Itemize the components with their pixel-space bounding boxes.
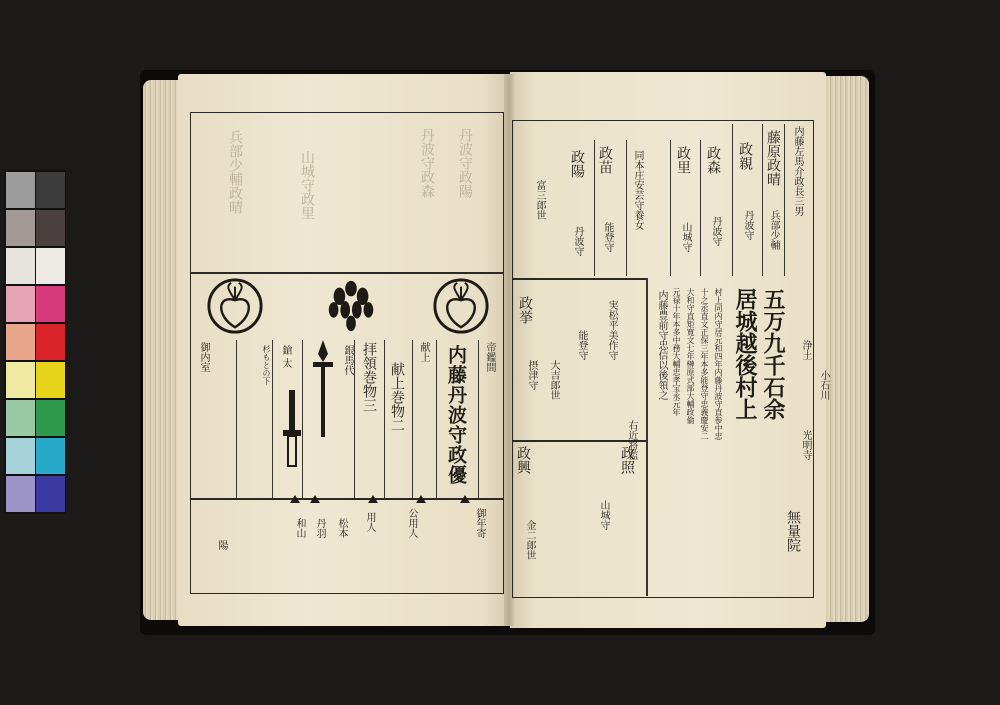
lineage-title: 丹波守 <box>710 216 721 246</box>
temple-name: 光明寺 <box>800 430 811 460</box>
castle: 居城越後村上 <box>732 288 758 420</box>
official-name: 松本 <box>336 518 347 538</box>
deputy-title: 右近将監 <box>626 420 637 460</box>
calibration-swatch <box>6 324 35 360</box>
room-rank: 帝鑑間 <box>484 342 495 372</box>
lineage-title: 能登守 <box>602 222 613 252</box>
lineage-title: 金二郎世 <box>524 520 535 560</box>
kenjo-label: 献上 <box>418 342 429 362</box>
body-text: 元禄十年本多中務大輔忠孝宝永元年 <box>672 288 681 416</box>
official-name: 御年寄 <box>474 508 485 538</box>
vine-crest-icon <box>206 277 264 335</box>
lineage-name: 政里 <box>675 146 691 174</box>
marker-icon <box>368 495 378 503</box>
bleed-text: 丹波守政森 <box>419 128 435 198</box>
haryo-item: 拝領巻物三 <box>361 342 377 412</box>
color-calibration-strip <box>4 170 66 514</box>
lineage-title: 兵部少輔 <box>768 210 779 250</box>
calibration-swatch <box>6 248 35 284</box>
lineage-name: 政苗 <box>597 146 613 174</box>
official-name: 公用人 <box>406 508 417 538</box>
spear-note: 鎗 太 <box>280 345 291 369</box>
column-rule <box>594 140 595 276</box>
family-note: 富三郎世 <box>534 180 545 220</box>
temple-name: 無量院 <box>785 510 801 552</box>
marker-icon <box>460 495 470 503</box>
bleed-text: 丹波守政陽 <box>457 128 473 198</box>
vine-crest-icon <box>432 277 490 335</box>
column-rule <box>272 340 273 498</box>
column-rule <box>670 140 671 276</box>
temple-sect: 浄土 <box>800 340 811 360</box>
column-rule <box>354 340 355 498</box>
calibration-swatch <box>6 438 35 474</box>
calibration-swatch <box>36 438 65 474</box>
calibration-swatch <box>36 248 65 284</box>
calibration-swatch <box>36 172 65 208</box>
lineage-title: 丹波守 <box>742 210 753 240</box>
left-page-edges <box>143 80 183 620</box>
calibration-swatch <box>36 286 65 322</box>
calibration-swatch <box>6 210 35 246</box>
family-note: 能登守 <box>576 330 587 360</box>
column-rule <box>436 340 437 498</box>
column-rule <box>784 124 785 276</box>
calibration-swatch <box>6 362 35 398</box>
lineage-name: 政森 <box>705 146 721 174</box>
calibration-swatch <box>36 362 65 398</box>
calibration-swatch <box>6 172 35 208</box>
bleed-text: 山城守政里 <box>299 150 315 220</box>
misc-note: 杉もとの下 <box>262 345 271 385</box>
body-text: 十之丞直文正保三年本多能登守忠義慶安二 <box>700 288 709 440</box>
official-name: 和山 <box>294 518 305 538</box>
column-rule <box>384 340 385 498</box>
lineage-title: 山城守 <box>598 500 609 530</box>
official-name: 陽 <box>216 540 227 550</box>
column-rule <box>626 140 627 276</box>
right-page-divider <box>512 278 648 280</box>
official-name: 用人 <box>364 512 375 532</box>
horse-tribute: 銀馬代 <box>342 345 353 375</box>
lineage-name: 藤原政晴 <box>765 130 781 186</box>
right-page-edges <box>823 76 869 622</box>
right-page-vertical-divider <box>646 278 648 596</box>
calibration-swatch <box>36 400 65 436</box>
family-note: 同本庄安芸守養女 <box>632 150 643 230</box>
family-note: 大吉郎世 <box>548 360 559 400</box>
official-name: 丹羽 <box>314 518 325 538</box>
calibration-swatch <box>36 476 65 512</box>
marker-icon <box>290 495 300 503</box>
wisteria-crest-icon <box>322 277 380 335</box>
domain-note: 内藤豊前守忠信以後領之 <box>656 290 667 400</box>
marker-icon <box>310 495 320 503</box>
calibration-swatch <box>6 476 35 512</box>
temple-location: 小石川 <box>818 370 829 400</box>
marker-icon <box>416 495 426 503</box>
column-rule <box>762 124 763 276</box>
body-text: 村上同内守居元和四年内藤丹波守直参中忠 <box>714 288 723 440</box>
lineage-title: 丹波守 <box>572 226 583 256</box>
column-rule <box>478 340 479 498</box>
left-page-divider <box>190 272 503 274</box>
sword-icon <box>280 390 304 470</box>
lineage-name: 政親 <box>737 142 753 170</box>
lineage-header: 内藤左馬介政長三男 <box>792 126 803 216</box>
column-rule <box>700 140 701 276</box>
family-note: 実松平美作守 <box>606 300 617 360</box>
spear-icon <box>310 340 336 440</box>
lineage-name: 政挙 <box>517 296 533 324</box>
stipend: 五万九千石余 <box>760 288 786 420</box>
lord-name-title: 内藤丹波守政優 <box>445 345 467 485</box>
calibration-swatch <box>6 286 35 322</box>
left-page-divider-lower <box>190 498 503 500</box>
calibration-swatch <box>36 210 65 246</box>
body-text: 大和守直矩寛文七年榊原式部大輔政倫 <box>686 288 695 424</box>
lineage-name: 政陽 <box>569 150 585 178</box>
kenjo-item: 献上巻物二 <box>389 362 405 432</box>
calibration-swatch <box>36 324 65 360</box>
column-rule <box>412 340 413 498</box>
bleed-text: 兵部少輔政晴 <box>227 130 243 214</box>
lineage-title: 摂津守 <box>526 360 537 390</box>
calibration-swatch <box>6 400 35 436</box>
lineage-name: 政興 <box>515 446 531 474</box>
column-rule <box>236 340 237 498</box>
column-rule <box>732 124 733 276</box>
lineage-name: 政照 <box>619 446 635 474</box>
wife-label: 御内室 <box>198 342 209 372</box>
lineage-title: 山城守 <box>680 222 691 252</box>
